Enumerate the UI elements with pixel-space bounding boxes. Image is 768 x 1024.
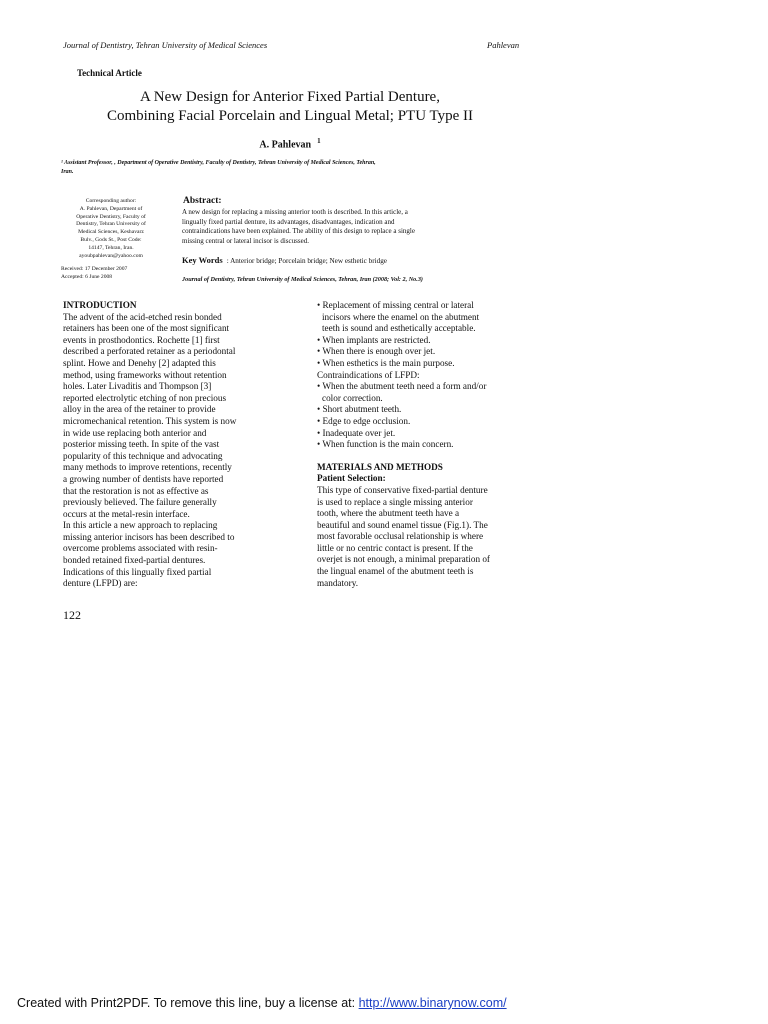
spacer <box>317 451 527 462</box>
body-line: micromechanical retention. This system is now <box>63 415 237 426</box>
body-line: holes. Later Livaditis and Thompson [3] <box>63 381 212 392</box>
body-line: popularity of this technique and advocating <box>63 450 223 461</box>
page-number: 122 <box>63 608 81 622</box>
received-date: Received: 17 December 2007 <box>61 266 128 272</box>
abstract-line: A new design for replacing a missing anterior tooth is described. In this article, a <box>182 208 408 216</box>
body-line: overcome problems associated with resin- <box>63 543 218 554</box>
body-line: the lingual enamel of the abutment teeth is <box>317 566 474 577</box>
abstract-line: missing central or lateral incisor is discussed. <box>182 236 309 245</box>
article-title <box>40 88 540 126</box>
body-line: in wide use replacing both anterior and <box>63 427 207 438</box>
indication-item: • When there is enough over jet. <box>317 346 436 357</box>
body-line: The advent of the acid-etched resin bonded <box>63 311 222 322</box>
affiliation <box>61 159 481 177</box>
body-line: is used to replace a single missing anterior <box>317 496 473 507</box>
indication-item: • When esthetics is the main purpose. <box>317 357 455 368</box>
contraindication-item: • Edge to edge occlusion. <box>317 415 411 426</box>
contraindication-item-cont: color correction. <box>322 392 383 403</box>
print2pdf-footer <box>17 996 507 1010</box>
author-name: A. Pahlevan <box>259 139 312 151</box>
correspondence-line: Corresponding author: <box>85 198 137 204</box>
accepted-date: Accepted: 6 June 2008 <box>61 273 113 280</box>
section-heading-materials-methods: MATERIALS AND METHODS <box>317 461 443 472</box>
body-line: beautiful and sound enamel tissue (Fig.1). The <box>317 519 488 530</box>
affiliation-line: ¹ Assistant Professor, , Department of Operative Dentistry, Faculty of Dentistry, Tehran University of Medical Sciences, Tehran, <box>61 160 376 166</box>
correspondence-block <box>61 198 161 260</box>
correspondence-line: 14147, Tehran, Iran. <box>88 244 134 251</box>
body-line: that the restoration is not as effective as <box>63 485 209 496</box>
right-column <box>317 300 527 589</box>
body-line: In this article a new approach to replacing <box>63 520 218 531</box>
body-line: most favorable occlusal relationship is where <box>317 531 484 542</box>
left-column <box>63 300 273 590</box>
correspondence-line: Operative Dentistry, Faculty of <box>76 213 146 220</box>
body-line: posterior missing teeth. In spite of the vast <box>63 439 220 450</box>
contraindication-item: • Inadequate over jet. <box>317 427 396 438</box>
body-line: mandatory. <box>317 577 358 588</box>
author-superscript: 1 <box>317 137 321 145</box>
contraindication-item: • Short abutment teeth. <box>317 404 402 415</box>
correspondence-line: Bulv., Gods St., Post Code: <box>80 236 142 243</box>
abstract-body <box>182 208 522 246</box>
footer-text: Created with Print2PDF. To remove this line, buy a license at: <box>17 996 359 1010</box>
indication-item-cont: incisors where the enamel on the abutment <box>322 311 480 322</box>
body-line: occurs at the metal-resin interface. <box>63 508 190 519</box>
body-line: a growing number of dentists have reported <box>63 473 224 484</box>
body-line: denture (LFPD) are: <box>63 578 138 589</box>
body-line: described a perforated retainer as a periodontal <box>63 346 236 357</box>
body-line: many methods to improve retentions, recently <box>63 462 232 473</box>
indication-item: • Replacement of missing central or lateral <box>317 300 474 310</box>
body-line: previously believed. The failure generally <box>63 497 217 508</box>
contraindications-heading: Contraindications of LFPD: <box>317 369 420 380</box>
body-line: method, using frameworks without retention <box>63 369 227 380</box>
dates-block <box>61 266 161 282</box>
keywords-text: : Anterior bridge; Porcelain bridge; New esthetic bridge <box>226 257 387 265</box>
subheading-patient-selection: Patient Selection: <box>317 473 386 484</box>
title-line-2: Combining Facial Porcelain and Lingual Metal; PTU Type II <box>106 108 474 124</box>
keywords <box>182 255 522 265</box>
journal-citation: Journal of Dentistry, Tehran University of Medical Sciences, Tehran, Iran (2008; Vol: 2, No.3) <box>182 276 423 283</box>
body-line: tooth, where the abutment teeth have a <box>317 508 460 519</box>
author-line <box>40 137 540 150</box>
body-line: alloy in the area of the retainer to provide <box>63 404 216 415</box>
section-heading-introduction: INTRODUCTION <box>63 300 137 310</box>
body-line: reported electrolytic etching of non precious <box>63 392 227 403</box>
body-line: events in prosthodontics. Rochette [1] first <box>63 334 220 345</box>
article-type: Technical Article <box>77 68 142 78</box>
abstract-heading: Abstract: <box>183 196 222 206</box>
body-line: bonded retained fixed-partial dentures. <box>63 555 206 566</box>
footer-license-link[interactable]: http://www.binarynow.com/ <box>358 996 507 1010</box>
body-line: Indications of this lingually fixed partial <box>63 566 212 577</box>
correspondence-email: ayoubpahlevan@yahoo.com <box>79 252 143 259</box>
body-line: retainers has been one of the most significant <box>63 323 230 334</box>
keywords-label: Key Words <box>182 255 223 265</box>
body-line: splint. Howe and Denehy [2] adapted this <box>63 357 216 368</box>
abstract-line: lingually fixed partial denture, its advantages, disadvantages, indication and <box>182 217 395 226</box>
indication-item: • When implants are restricted. <box>317 334 431 345</box>
body-line: little or no centric contact is present. If the <box>317 542 473 553</box>
running-header-journal: Journal of Dentistry, Tehran University of Medical Sciences <box>63 40 268 50</box>
contraindication-item: • When the abutment teeth need a form and/or <box>317 381 487 392</box>
indication-item-cont: teeth is sound and esthetically acceptable. <box>322 323 476 334</box>
body-line: This type of conservative fixed-partial denture <box>317 484 488 495</box>
correspondence-line: Dentistry, Tehran University of <box>76 221 146 228</box>
affiliation-line: Iran. <box>61 169 74 175</box>
correspondence-line: Medical Sciences, Keshavarz <box>78 229 144 236</box>
title-line-1: A New Design for Anterior Fixed Partial Denture, <box>140 89 440 105</box>
running-header-author: Pahlevan <box>487 40 520 50</box>
abstract-line: contraindications have been explained. The ability of this design to replace a single <box>182 227 415 236</box>
body-line: overjet is not enough, a minimal preparation of <box>317 554 490 565</box>
body-line: missing anterior incisors has been described to <box>63 531 235 542</box>
contraindication-item: • When function is the main concern. <box>317 439 454 450</box>
correspondence-line: A. Pahlevan, Department of <box>79 205 143 212</box>
